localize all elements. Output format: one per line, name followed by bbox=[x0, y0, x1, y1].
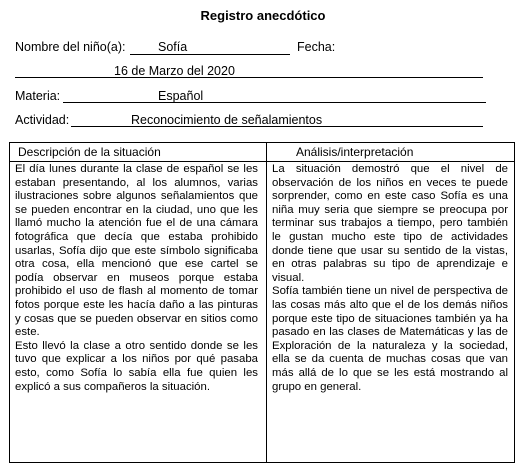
anecdote-table bbox=[9, 142, 515, 463]
nombre-label: Nombre del niño(a): bbox=[15, 40, 126, 54]
document-title: Registro anecdótico bbox=[200, 8, 326, 23]
column-divider bbox=[266, 143, 267, 462]
header-divider bbox=[10, 161, 514, 162]
fecha-value: 16 de Marzo del 2020 bbox=[114, 64, 235, 78]
nombre-underline bbox=[130, 54, 290, 55]
col-header-analisis: Análisis/interpretación bbox=[296, 145, 414, 159]
nombre-value: Sofía bbox=[158, 40, 188, 54]
descripcion-paragraph-2: Esto llevó la clase a otro sentido donde se les tuvo que explicar a los niños por qué pasaba esto, como Sofía lo sabía ella fue quien les explicó a sus compañeros la situación. bbox=[15, 339, 258, 393]
materia-underline bbox=[63, 102, 486, 103]
descripcion-cell bbox=[15, 163, 258, 394]
analisis-cell bbox=[272, 163, 508, 394]
analisis-paragraph-1: La situación demostró que el nivel de observación de los niños en veces te puede sorprender, como en este caso Sofía es una niña muy seria que siempre se preocupa por terminar sus trabajos a tiempo, pero también le gustan mucho este tipo de actividades donde tiene que usar su sentido de la vistas, en otras palabras su tipo de aprendizaje e visual. bbox=[272, 163, 508, 284]
fecha-label: Fecha: bbox=[297, 40, 336, 54]
fecha-underline bbox=[15, 77, 483, 78]
actividad-value: Reconocimiento de señalamientos bbox=[131, 113, 323, 127]
col-header-descripcion: Descripción de la situación bbox=[18, 145, 161, 159]
analisis-paragraph-2: Sofía también tiene un nivel de perspectiva de las cosas más alto que el de los demás niños porque este tipo de situaciones también ya ha pasado en las clases de Matemáticas y las de Exploración de la naturaleza y la sociedad, ella se da cuenta de muchas cosas que van más allá de lo que se les está mostrando al grupo en general. bbox=[272, 285, 508, 393]
materia-label: Materia: bbox=[15, 89, 61, 103]
descripcion-paragraph-1: El día lunes durante la clase de español se les estaban presentando, al los alumnos, varias ilustraciones sobre algunos señalamientos que se pueden encontrar en la ciudad, uno que les llamó mucho la atención fue el de una cámara fotográfica que decía que estaba prohibido usarlas, Sofía dijo que este símbolo significaba otra cosa, ella mencionó que ese cartel se podía observar en museos porque estaba prohibido el uso de flash al momento de tomar fotos porque este les hacía daño a las pinturas y cosas que se pueden observar en sitios como este. bbox=[15, 163, 258, 339]
materia-value: Español bbox=[158, 89, 204, 103]
actividad-label: Actividad: bbox=[15, 113, 70, 127]
